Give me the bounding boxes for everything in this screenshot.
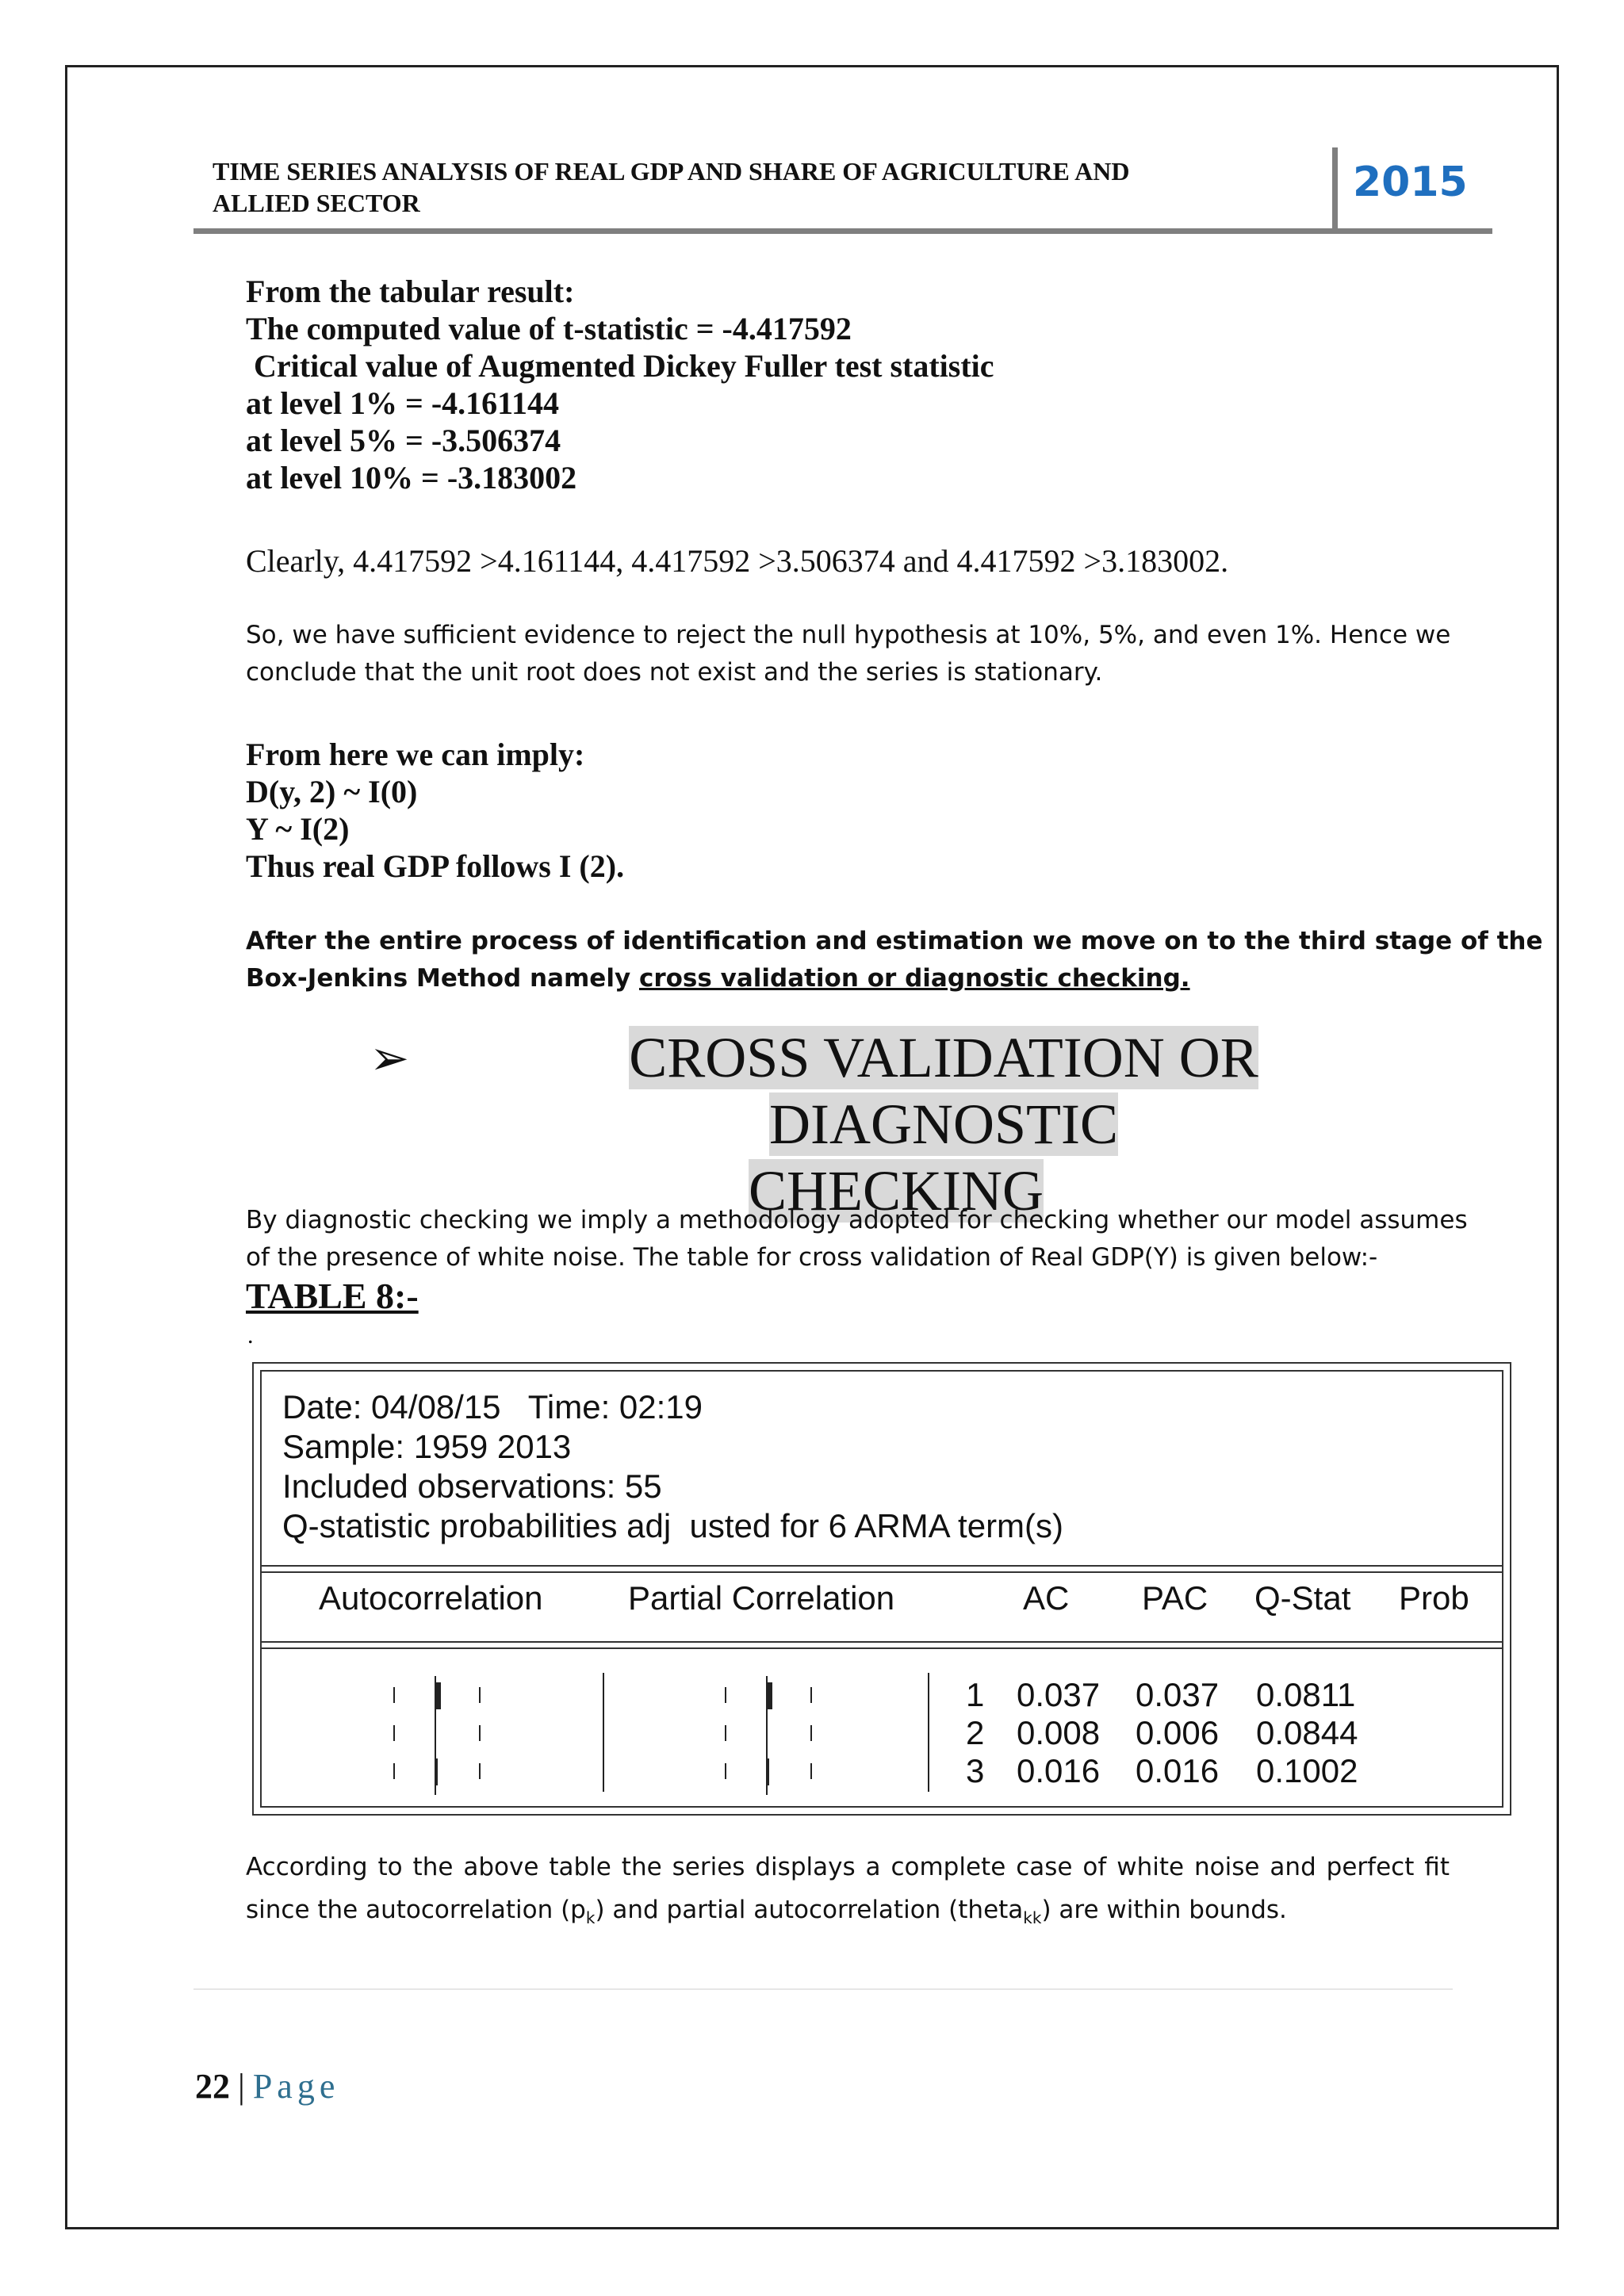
observations-line: Included observations: 55 (282, 1468, 662, 1505)
correlogram-table (252, 1362, 1511, 1816)
ac-bound-tick (393, 1725, 395, 1741)
running-header-title (213, 155, 1307, 219)
transition-line-2 (246, 960, 1542, 997)
comparison-line: Clearly, 4.417592 >4.161144, 4.417592 >3.506374 and 4.417592 >3.183002. (246, 543, 1229, 579)
results-line-3: Critical value of Augmented Dickey Fuller test statistic (246, 348, 994, 384)
imply-line-4: Thus real GDP follows I (2). (246, 848, 625, 884)
header-title-line-1: TIME SERIES ANALYSIS OF REAL GDP AND SHARE OF AGRICULTURE AND (213, 157, 1130, 186)
section-heading-line-2: CHECKING (749, 1159, 1044, 1223)
footer-separator: | (238, 2067, 245, 2106)
final-line-2-b: ) and partial autocorrelation (theta (595, 1896, 1024, 1924)
date-line: Date: 04/08/15 Time: 02:19 (282, 1388, 703, 1425)
row-3-pac: 0.016 (1136, 1752, 1220, 1789)
diagnostic-line-2: of the presence of white noise. The table for cross validation of Real GDP(Y) is given below:- (246, 1243, 1378, 1272)
header-autocorrelation: Autocorrelation (319, 1579, 543, 1617)
ac-bound-tick (479, 1725, 481, 1741)
sample-line: Sample: 1959 2013 (282, 1428, 572, 1465)
final-line-2 (246, 1888, 1450, 1939)
final-paragraph (246, 1846, 1450, 1939)
final-sub-kk: kk (1023, 1908, 1042, 1928)
final-line-2-c: ) are within bounds. (1041, 1896, 1287, 1924)
row-2-ac: 0.008 (1017, 1714, 1101, 1751)
header-rule (193, 228, 1492, 234)
arrow-bullet-icon: ➢ (370, 1031, 410, 1086)
row-1-qstat: 0.0811 (1256, 1676, 1356, 1713)
header-divider (1332, 147, 1338, 230)
ac-bound-tick (393, 1687, 395, 1703)
imply-line-3: Y ~ I(2) (246, 811, 350, 847)
results-line-2: The computed value of t-statistic = -4.417592 (246, 311, 852, 346)
q-statistic-line: Q-statistic probabilities adj usted for 6 ARMA term(s) (282, 1507, 1064, 1544)
header-q-stat: Q-Stat (1254, 1579, 1351, 1617)
conclusion-paragraph (246, 617, 1450, 691)
imply-block (246, 736, 624, 885)
row-2-pac: 0.006 (1136, 1714, 1220, 1751)
page-footer (195, 2066, 339, 2107)
meta-rule (262, 1565, 1502, 1567)
row-3-ac: 0.016 (1017, 1752, 1101, 1789)
adf-results-block (246, 273, 994, 496)
conclusion-line-1: So, we have sufficient evidence to reject the null hypothesis at 10%, 5%, and even 1%. Hence we (246, 621, 1451, 649)
final-sub-k: k (585, 1908, 596, 1928)
transition-line-2-text: Box-Jenkins Method namely (246, 964, 639, 993)
header-title-line-2: ALLIED SECTOR (213, 189, 420, 217)
row-1-ac: 0.037 (1017, 1676, 1101, 1713)
diagnostic-line-1: By diagnostic checking we imply a methodology adopted for checking whether our model assumes (246, 1206, 1468, 1234)
pac-bound-tick (725, 1687, 726, 1703)
ac-bound-tick (479, 1763, 481, 1779)
transition-line-1: After the entire process of identification and estimation we move on to the third stage of the (246, 927, 1543, 955)
results-line-4: at level 1% = -4.161144 (246, 385, 559, 421)
pac-bound-tick (810, 1687, 812, 1703)
footer-rule (193, 1988, 1453, 1990)
final-line-1: According to the above table the series displays a complete case of white noise and perfect fit (246, 1853, 1450, 1881)
results-line-1: From the tabular result: (246, 274, 575, 309)
row-3-lag: 3 (966, 1752, 985, 1789)
pac-bound-tick (725, 1725, 726, 1741)
meta-rule-2 (262, 1571, 1502, 1573)
transition-emphasis: cross validation or diagnostic checking. (638, 964, 1190, 993)
header-partial-correlation: Partial Correlation (628, 1579, 895, 1617)
row-2-lag: 2 (966, 1714, 985, 1751)
row-3-qstat: 0.1002 (1256, 1752, 1358, 1789)
section-heading-line-1: CROSS VALIDATION OR DIAGNOSTIC (629, 1026, 1258, 1156)
table-dot: . (247, 1322, 254, 1349)
imply-line-1: From here we can imply: (246, 737, 585, 772)
row-1-lag: 1 (966, 1676, 985, 1713)
ac-bound-tick (393, 1763, 395, 1779)
row-2-qstat: 0.0844 (1256, 1714, 1358, 1751)
ac-bound-tick (479, 1687, 481, 1703)
page-word: Page (252, 2067, 340, 2106)
header-prob: Prob (1399, 1579, 1469, 1617)
column-separator (603, 1673, 604, 1792)
diagnostic-paragraph (246, 1202, 1468, 1276)
results-line-6: at level 10% = -3.183002 (246, 460, 577, 496)
imply-line-2: D(y, 2) ~ I(0) (246, 774, 418, 809)
pac-bound-tick (810, 1725, 812, 1741)
conclusion-line-2: conclude that the unit root does not exist and the series is stationary. (246, 658, 1103, 687)
header-ac: AC (1023, 1579, 1070, 1617)
header-rule-2 (262, 1647, 1502, 1649)
ac-bar-lag-3 (435, 1758, 438, 1785)
results-line-5: at level 5% = -3.506374 (246, 423, 561, 458)
header-pac: PAC (1142, 1579, 1208, 1617)
pac-bound-tick (810, 1763, 812, 1779)
column-separator (928, 1673, 929, 1792)
page-number: 22 (195, 2067, 230, 2106)
pac-bound-tick (725, 1763, 726, 1779)
table-label: TABLE 8:- (246, 1276, 419, 1316)
transition-paragraph (246, 923, 1542, 997)
correlogram-meta (282, 1387, 1063, 1546)
header-year: 2015 (1353, 159, 1468, 206)
ac-bar-lag-1 (435, 1682, 441, 1709)
section-heading (365, 1024, 1427, 1224)
header-rule (262, 1641, 1502, 1643)
pac-bar-lag-3 (766, 1758, 769, 1785)
row-1-pac: 0.037 (1136, 1676, 1220, 1713)
pac-bar-lag-1 (766, 1682, 772, 1709)
final-line-2-a: since the autocorrelation (p (246, 1896, 586, 1924)
correlogram-inner-frame (260, 1370, 1503, 1808)
